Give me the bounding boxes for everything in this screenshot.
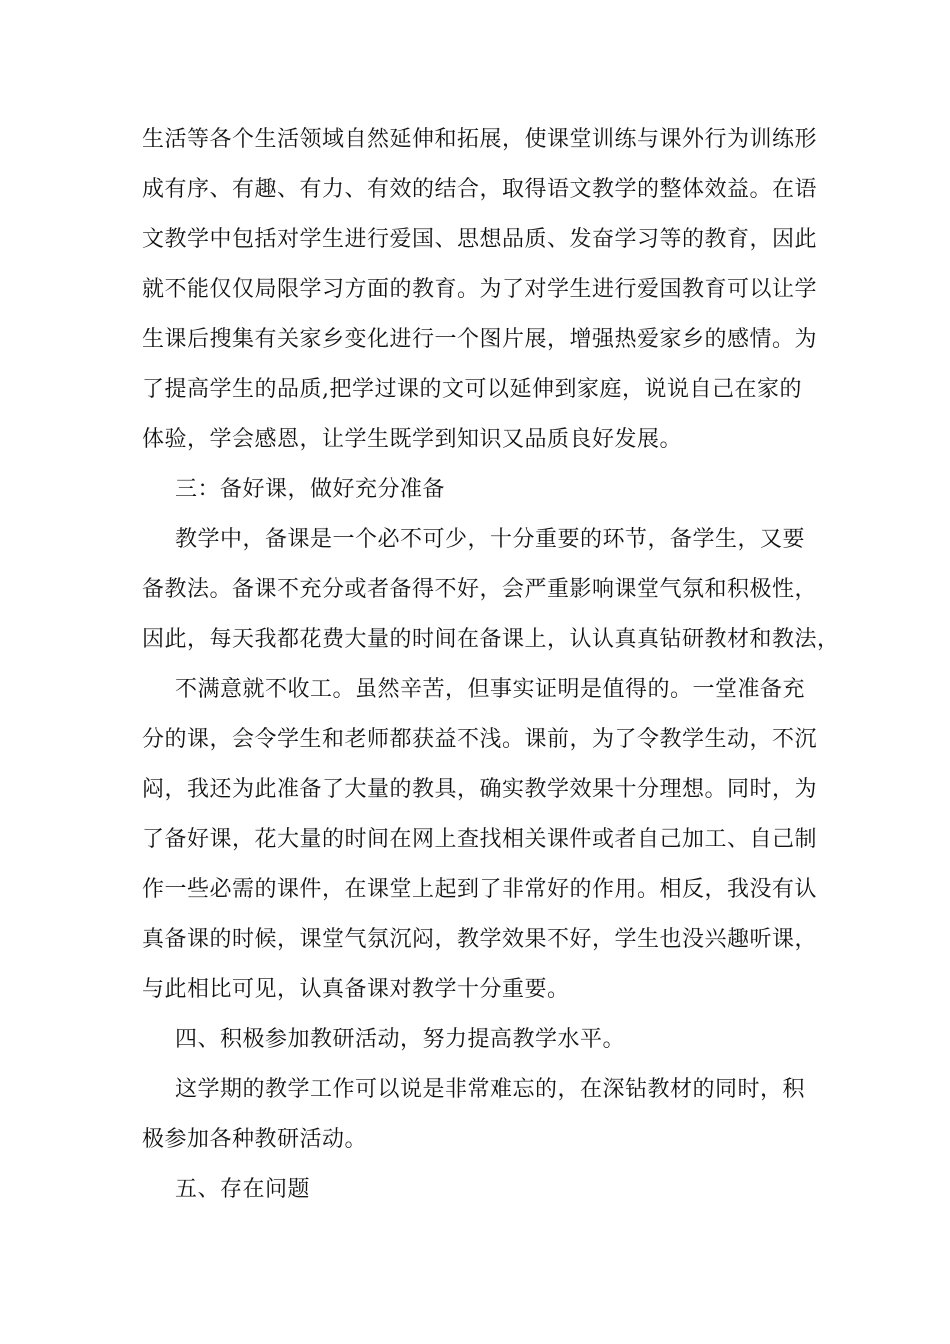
body-text-line: 了提高学生的品质,把学过课的文可以延伸到家庭，说说自己在家的 — [142, 377, 802, 402]
body-text-line: 闷，我还为此准备了大量的教具，确实教学效果十分理想。同时，为 — [142, 777, 818, 802]
body-text-line: 作一些必需的课件，在课堂上起到了非常好的作用。相反，我没有认 — [142, 877, 818, 902]
body-text-line: 这学期的教学工作可以说是非常难忘的，在深钻教材的同时，积 — [175, 1077, 806, 1102]
body-text-line: 了备好课，花大量的时间在网上查找相关课件或者自己加工、自己制 — [142, 827, 818, 852]
body-text-line: 生课后搜集有关家乡变化进行一个图片展，增强热爱家乡的感情。为 — [142, 327, 818, 352]
body-text-line: 文教学中包括对学生进行爱国、思想品质、发奋学习等的教育，因此 — [142, 227, 818, 252]
body-text-line: 就不能仅仅局限学习方面的教育。为了对学生进行爱国教育可以让学 — [142, 277, 818, 302]
body-text-line: 与此相比可见，认真备课对教学十分重要。 — [142, 977, 570, 1002]
body-text-line: 生活等各个生活领域自然延伸和拓展，使课堂训练与课外行为训练形 — [142, 127, 818, 152]
body-text-line: 因此，每天我都花费大量的时间在备课上，认认真真钻研教材和教法， — [142, 627, 840, 652]
body-text-line: 真备课的时候，课堂气氛沉闷，教学效果不好，学生也没兴趣听课， — [142, 927, 818, 952]
body-text-line: 不满意就不收工。虽然辛苦，但事实证明是值得的。一堂准备充 — [175, 677, 806, 702]
body-text-line: 备教法。备课不充分或者备得不好，会严重影响课堂气氛和积极性， — [142, 577, 818, 602]
body-text-line: 体验，学会感恩，让学生既学到知识又品质良好发展。 — [142, 427, 683, 452]
section-heading: 五、存在问题 — [175, 1177, 311, 1202]
body-text-line: 成有序、有趣、有力、有效的结合，取得语文教学的整体效益。在语 — [142, 177, 818, 202]
section-heading: 四、积极参加教研活动，努力提高教学水平。 — [175, 1027, 626, 1052]
body-text-line: 分的课，会令学生和老师都获益不浅。课前，为了令教学生动，不沉 — [142, 727, 818, 752]
body-text-line: 教学中，备课是一个必不可少，十分重要的环节，备学生，又要 — [175, 527, 806, 552]
section-heading: 三：备好课，做好充分准备 — [175, 477, 446, 502]
body-text-line: 极参加各种教研活动。 — [142, 1127, 368, 1152]
